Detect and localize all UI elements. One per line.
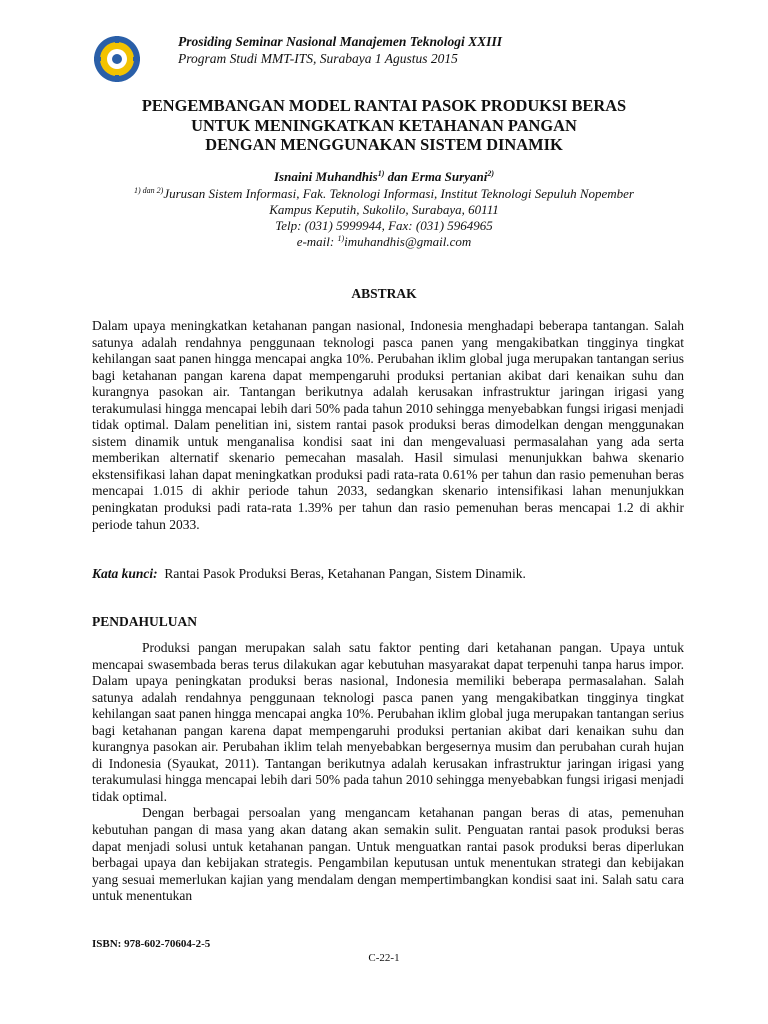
author-1: Isnaini Muhandhis [273, 169, 378, 184]
author-2: Erma Suryani [411, 169, 488, 184]
email-marker: 1) [337, 234, 345, 243]
affiliation-line-2: Kampus Keputih, Sukolilo, Surabaya, 60111 [269, 202, 499, 217]
keywords-label: Kata kunci: [92, 566, 158, 581]
title-line-1: PENGEMBANGAN MODEL RANTAI PASOK PRODUKSI BERAS [141, 96, 627, 115]
intro-paragraph-1: Produksi pangan merupakan salah satu faktor penting dari ketahanan pangan. Upaya untuk mencapai swasembada beras terus dilakukan agar kebutuhan masyarakat dapat terpenuhi tanpa harus impor. Dalam upaya peningkatan produksi beras nasional, Indonesia memiliki beberapa permasalahan. Salah satunya adalah rendahnya penggunaan teknologi pasca panen yang mengakibatkan tingginya tingkat kehilangan saat panen hingga mencapai angka 10%. Perubahan iklim global juga merupakan tantangan serius bagi ketahanan pangan karena dapat mempengaruhi produksi pertanian akibat dari kenaikan suhu dan kurangnya pasokan air. Perubahan iklim telah menyebabkan bergesernya musim dan perubahan curah hujan di Indonesia (Syaukat, 2011). Tantangan berikutnya adalah kerusakan infrastruktur jaringan irigasi yang terakumulasi hingga mencapai lebih dari 50% pada tahun 2010 sehingga menyebabkan fungsi irigasi menjadi tidak optimal. [92, 640, 684, 804]
author-list [0, 168, 768, 185]
author-1-marker: 1) [377, 169, 385, 178]
program-line: Program Studi MMT-ITS, Surabaya 1 Agustus 2015 [178, 51, 458, 66]
affiliation-line-3: Telp: (031) 5999944, Fax: (031) 5964965 [275, 218, 493, 233]
proceedings-title: Prosiding Seminar Nasional Manajemen Teknologi XXIII [178, 34, 502, 49]
keywords-text: Rantai Pasok Produksi Beras, Ketahanan Pangan, Sistem Dinamik. [164, 566, 526, 581]
isbn: ISBN: 978-602-70604-2-5 [92, 938, 211, 950]
page-number: C-22-1 [368, 952, 400, 964]
intro-paragraph-2: Dengan berbagai persoalan yang mengancam ketahanan pangan beras di atas, pemenuhan kebutuhan pangan di masa yang akan datang akan semakin sulit. Penguatan rantai pasok produksi beras dapat menjadi solusi untuk ketahanan pangan. Untuk menguatkan rantai pasok produksi beras diperlukan berbagai upaya dan kebijakan strategis. Pengambilan keputusan untuk menentukan strategi dan kebijakan yang sesuai memerlukan kajian yang mendalam dengan mempertimbangkan kondisi saat ini. Salah satu cara untuk menentukan [92, 805, 684, 904]
abstract-text: Dalam upaya meningkatkan ketahanan pangan nasional, Indonesia menghadapi beberapa tantangan. Salah satunya adalah rendahnya penggunaan teknologi pasca panen yang mengakibatkan tingginya tingkat kehilangan saat panen hingga mencapai angka 10%. Perubahan iklim global juga merupakan tantangan serius bagi ketahanan pangan karena dapat mempengaruhi produksi pertanian akibat dari kenaikan suhu dan kurangnya pasokan air. Tantangan berikutnya adalah kerusakan infrastruktur jaringan irigasi yang terakumulasi hingga mencapai lebih dari 50% pada tahun 2010 sehingga menyebabkan fungsi irigasi menjadi tidak optimal. Dalam penelitian ini, sistem rantai pasok produksi beras dimodelkan dengan menggunakan sistem dinamik untuk menganalisa kondisi saat ini dan mengevaluasi permasalahan yang ada serta memberikan alternatif skenario pemecahan masalah. Hasil simulasi menunjukkan bahwa skenario ekstensifikasi lahan dapat meningkatkan produksi padi rata-rata 0.61% per tahun dan rasio pemenuhan beras mencapai 1.015 di akhir periode tahun 2033, sedangkan skenario intensifikasi lahan menunjukkan peningkatan produksi padi rata-rata 1.39% per tahun dan rasio pemenuhan beras mencapai 1.2 di akhir periode tahun 2033. [92, 318, 684, 532]
section-heading-introduction: PENDAHULUAN [92, 614, 198, 629]
conference-header [178, 33, 502, 67]
affiliation [0, 186, 768, 250]
affiliation-marker: 1) dan 2) [134, 186, 164, 195]
email-address: imuhandhis@gmail.com [344, 234, 472, 249]
author-conjunction: dan [384, 169, 412, 184]
title-line-2: UNTUK MENINGKATKAN KETAHANAN PANGAN [191, 115, 577, 135]
title-line-3: DENGAN MENGGUNAKAN SISTEM DINAMIK [205, 135, 563, 154]
paper-title [60, 96, 708, 155]
affiliation-line-1: Jurusan Sistem Informasi, Fak. Teknologi Informasi, Institut Teknologi Sepuluh Nopember [163, 186, 634, 201]
introduction-body [92, 640, 684, 905]
email-prefix: e-mail: [296, 234, 338, 249]
keywords [92, 566, 526, 582]
abstract-heading: ABSTRAK [351, 286, 417, 301]
author-2-marker: 2) [487, 169, 494, 178]
abstract-body [92, 318, 684, 533]
its-logo-icon [92, 34, 142, 84]
